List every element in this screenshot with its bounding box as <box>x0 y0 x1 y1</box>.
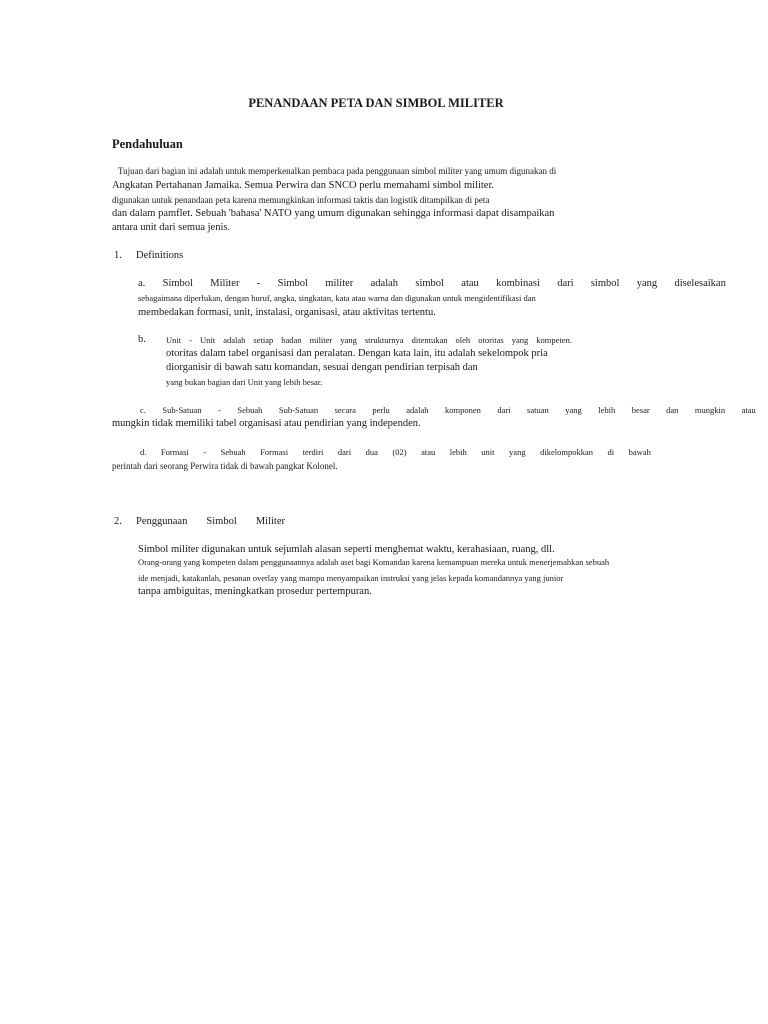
section-2-line-3: ide menjadi, katakanlah, pesanan overlay yang mampu menyampaikan instruksi yang jelas kepada komandannya yang junior <box>138 573 564 583</box>
definition-b-letter: b. <box>138 334 146 345</box>
document-title: PENANDAAN PETA DAN SIMBOL MILITER <box>248 96 504 110</box>
section-2-line-1: Simbol militer digunakan untuk sejumlah alasan seperti menghemat waktu, kerahasiaan, ruang, dll. <box>138 544 555 555</box>
intro-line-1: Tujuan dari bagian ini adalah untuk memperkenalkan pembaca pada penggunaan simbol militer yang umum digunakan di <box>118 166 557 176</box>
definition-a-line-3: membedakan formasi, unit, instalasi, organisasi, atau aktivitas tertentu. <box>138 307 436 318</box>
definition-b-line-2: otoritas dalam tabel organisasi dan peralatan. Dengan kata lain, itu adalah sekelompok pria <box>166 348 548 359</box>
intro-line-5: antara unit dari semua jenis. <box>112 222 231 233</box>
section-2-number: 2. <box>114 516 122 527</box>
intro-heading: Pendahuluan <box>112 137 183 151</box>
definition-a-line-2: sebagaimana diperlukan, dengan huruf, angka, singkatan, kata atau warna dan digunakan untuk mengidentifikasi dan <box>138 293 536 303</box>
intro-line-3: digunakan untuk penandaan peta karena memungkinkan informasi taktis dan logistik ditampilkan di peta <box>112 195 490 205</box>
definition-a-line-1: a. Simbol Militer - Simbol militer adalah simbol atau kombinasi dari simbol yang diselesaikan <box>138 278 726 289</box>
section-2-line-2: Orang-orang yang kompeten dalam penggunaannya adalah aset bagi Komandan karena kemampuan mereka untuk menerjemahkan sebuah <box>138 557 610 567</box>
section-1-heading: Definitions <box>136 250 184 261</box>
definition-b-line-3: diorganisir di bawah satu komandan, sesuai dengan pendirian terpisah dan <box>166 362 478 373</box>
definition-d-line-2: perintah dari seorang Perwira tidak di bawah pangkat Kolonel. <box>112 461 338 471</box>
definition-c-line-2: mungkin tidak memiliki tabel organisasi atau pendirian yang independen. <box>112 418 421 429</box>
definition-d-line-1: d. Formasi - Sebuah Formasi terdiri dari dua (02) atau lebih unit yang dikelompokkan di bawah <box>140 447 651 457</box>
intro-line-2: Angkatan Pertahanan Jamaika. Semua Perwira dan SNCO perlu memahami simbol militer. <box>112 180 494 191</box>
definition-b-line-4: yang bukan bagian dari Unit yang lebih besar. <box>166 377 323 387</box>
section-2-heading: Penggunaan Simbol Militer <box>136 516 285 527</box>
intro-line-4: dan dalam pamflet. Sebuah 'bahasa' NATO yang umum digunakan sehingga informasi dapat disampaikan <box>112 208 555 219</box>
section-2-line-4: tanpa ambiguitas, meningkatkan prosedur pertempuran. <box>138 586 372 597</box>
definition-b-line-1: Unit - Unit adalah setiap badan militer yang strukturnya ditentukan oleh otoritas yang kompeten. <box>166 335 572 345</box>
section-1-number: 1. <box>114 250 122 261</box>
definition-c-line-1: c. Sub-Satuan - Sebuah Sub-Satuan secara perlu adalah komponen dari satuan yang lebih besar dan mungkin atau <box>140 405 756 415</box>
